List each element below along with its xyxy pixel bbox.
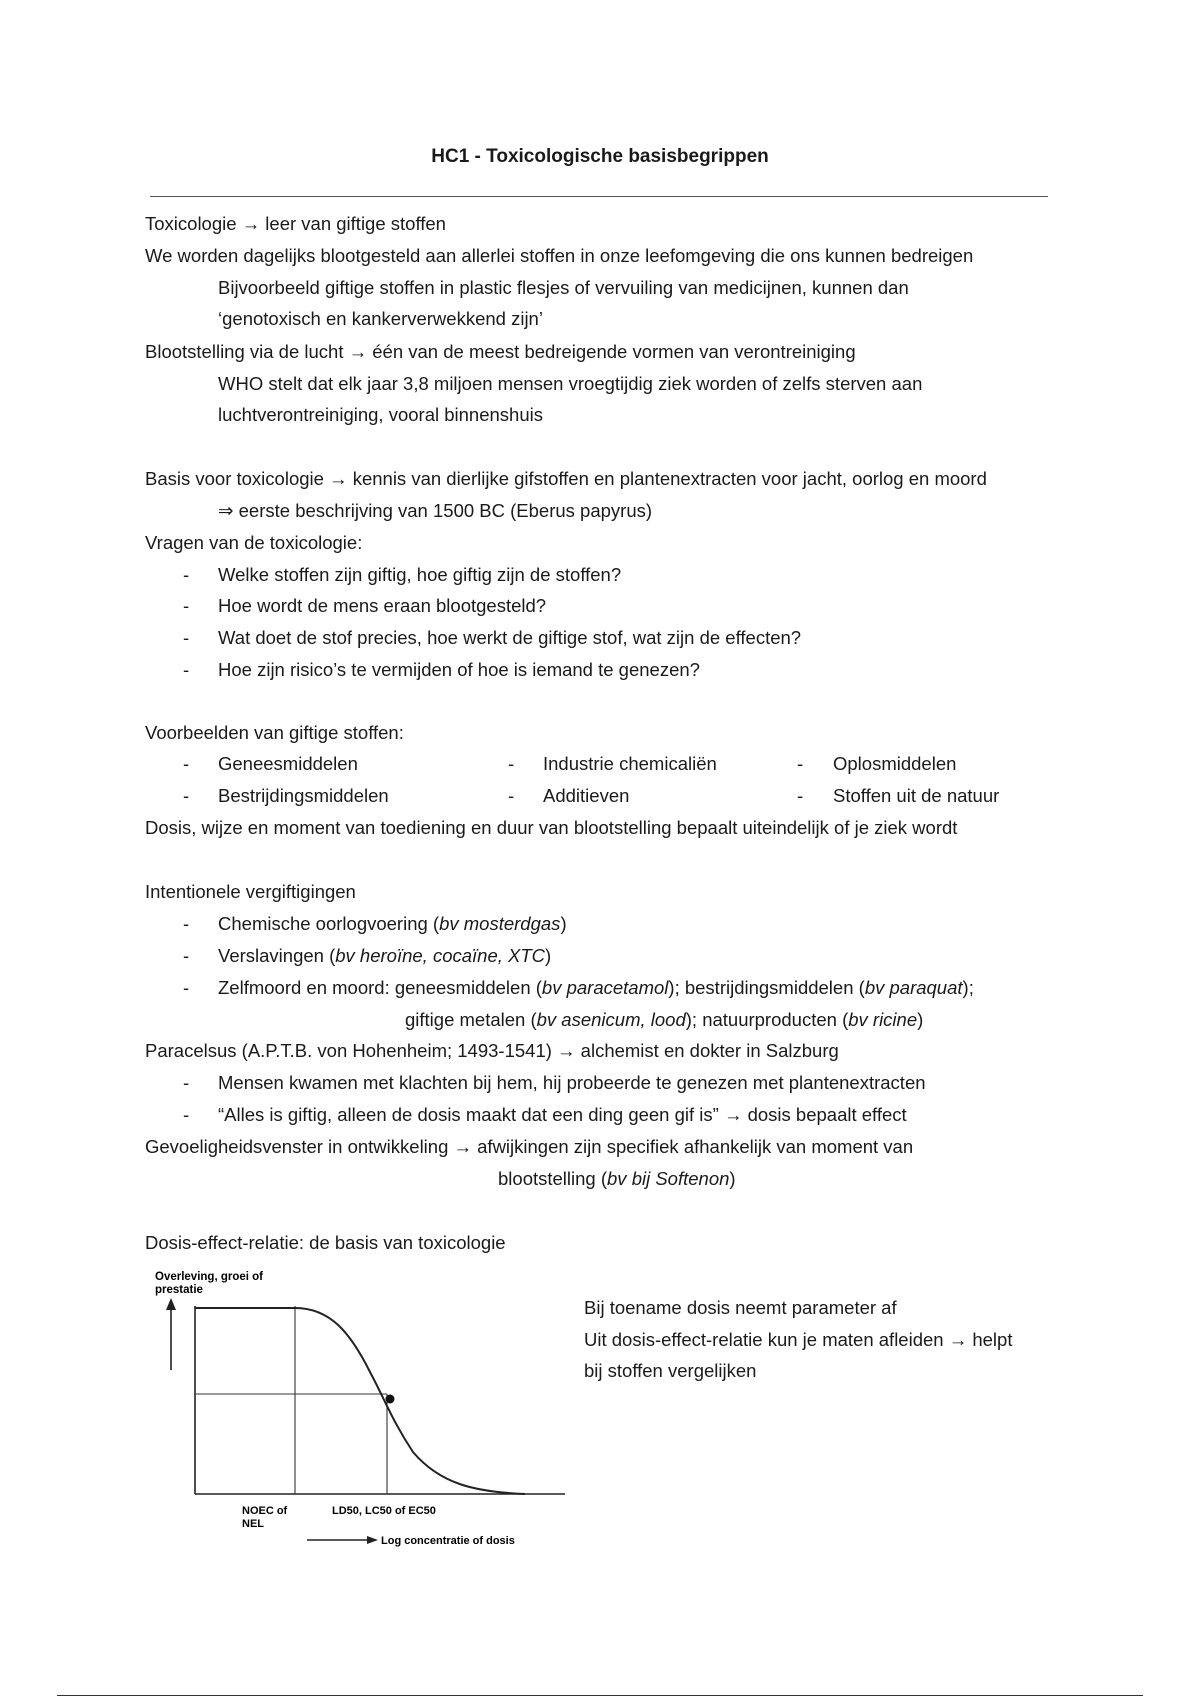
line-vragen: Vragen van de toxicologie: bbox=[145, 532, 363, 553]
line-toxicologie: Toxicologie → leer van giftige stoffen bbox=[145, 213, 446, 234]
line-intentionele: Intentionele vergiftigingen bbox=[145, 881, 356, 902]
bullet-dash: - bbox=[183, 945, 190, 966]
chart-y-arrowhead bbox=[166, 1298, 176, 1310]
bullet-dash: - bbox=[508, 753, 515, 774]
footer-divider bbox=[57, 1695, 1143, 1696]
poisoning-item: Verslavingen (bv heroïne, cocaïne, XTC) bbox=[218, 945, 552, 966]
line-lucht: Blootstelling via de lucht → één van de meest bedreigende vormen van verontreiniging bbox=[145, 341, 856, 362]
title-divider bbox=[150, 196, 1048, 197]
example-item: Stoffen uit de natuur bbox=[833, 785, 1000, 806]
poisoning-item-continued: giftige metalen (bv asenicum, lood); natuurproducten (bv ricine) bbox=[405, 1009, 924, 1030]
bullet-dash: - bbox=[183, 977, 190, 998]
chart-note-2: Uit dosis-effect-relatie kun je maten afleiden → helpt bbox=[584, 1329, 1013, 1350]
line-softenon: blootstelling (bv bij Softenon) bbox=[498, 1168, 736, 1189]
line-blootgesteld: We worden dagelijks blootgesteld aan allerlei stoffen in onze leefomgeving die ons kunnen bedreigen bbox=[145, 245, 974, 266]
bullet-dash: - bbox=[797, 753, 804, 774]
bullet-dash: - bbox=[183, 753, 190, 774]
bullet-dash: - bbox=[508, 785, 515, 806]
example-item: Additieven bbox=[543, 785, 630, 806]
page-title: HC1 - Toxicologische basisbegrippen bbox=[431, 146, 769, 167]
chart-note-3: bij stoffen vergelijken bbox=[584, 1360, 757, 1381]
poisoning-item: Chemische oorlogvoering (bv mosterdgas) bbox=[218, 913, 567, 934]
line-voorbeelden: Voorbeelden van giftige stoffen: bbox=[145, 722, 404, 743]
line-genotoxisch: ‘genotoxisch en kankerverwekkend zijn’ bbox=[218, 308, 543, 329]
line-dosis-effect: Dosis-effect-relatie: de basis van toxicologie bbox=[145, 1232, 506, 1253]
question-item: Hoe zijn risico’s te vermijden of hoe is iemand te genezen? bbox=[218, 659, 700, 680]
line-voorbeeld: Bijvoorbeeld giftige stoffen in plastic flesjes of vervuiling van medicijnen, kunnen dan bbox=[218, 277, 909, 298]
line-paracelsus: Paracelsus (A.P.T.B. von Hohenheim; 1493-1541) → alchemist en dokter in Salzburg bbox=[145, 1040, 839, 1061]
poisoning-item: Zelfmoord en moord: geneesmiddelen (bv paracetamol); bestrijdingsmiddelen (bv paraquat); bbox=[218, 977, 974, 998]
question-item: Welke stoffen zijn giftig, hoe giftig zijn de stoffen? bbox=[218, 564, 622, 585]
bullet-dash: - bbox=[183, 564, 190, 585]
chart-ld50-label: LD50, LC50 of EC50 bbox=[332, 1505, 436, 1517]
example-item: Bestrijdingsmiddelen bbox=[218, 785, 389, 806]
bullet-dash: - bbox=[797, 785, 804, 806]
bullet-dash: - bbox=[183, 659, 190, 680]
chart-noec-label-1: NOEC of bbox=[242, 1505, 288, 1517]
question-item: Hoe wordt de mens eraan blootgesteld? bbox=[218, 595, 547, 616]
bullet-dash: - bbox=[183, 595, 190, 616]
question-item: Wat doet de stof precies, hoe werkt de giftige stof, wat zijn de effecten? bbox=[218, 627, 802, 648]
bullet-dash: - bbox=[183, 1104, 190, 1125]
bullet-dash: - bbox=[183, 785, 190, 806]
chart-noec-label-2: NEL bbox=[242, 1518, 264, 1530]
paracelsus-item: Mensen kwamen met klachten bij hem, hij probeerde te genezen met plantenextracten bbox=[218, 1072, 926, 1093]
chart-curve bbox=[195, 1308, 525, 1494]
chart-ylabel-1: Overleving, groei of bbox=[155, 1271, 263, 1283]
line-who: WHO stelt dat elk jaar 3,8 miljoen mensen vroegtijdig ziek worden of zelfs sterven aan bbox=[218, 373, 923, 394]
example-item: Geneesmiddelen bbox=[218, 753, 358, 774]
line-papyrus: ⇒ eerste beschrijving van 1500 BC (Eberus papyrus) bbox=[218, 500, 653, 521]
example-item: Industrie chemicaliën bbox=[543, 753, 717, 774]
chart-marked-point bbox=[386, 1395, 395, 1404]
chart-ylabel-2: prestatie bbox=[155, 1284, 203, 1296]
chart-xlabel: Log concentratie of dosis bbox=[381, 1535, 515, 1547]
chart-x-arrowhead bbox=[367, 1536, 378, 1544]
line-luchtverontreiniging: luchtverontreiniging, vooral binnenshuis bbox=[218, 404, 543, 425]
example-item: Oplosmiddelen bbox=[833, 753, 957, 774]
paracelsus-item: “Alles is giftig, alleen de dosis maakt dat een ding geen gif is” → dosis bepaalt effect bbox=[218, 1104, 907, 1125]
dose-effect-chart bbox=[145, 1262, 575, 1552]
chart-note-1: Bij toename dosis neemt parameter af bbox=[584, 1297, 897, 1318]
line-dosis: Dosis, wijze en moment van toediening en duur van blootstelling bepaalt uiteindelijk of je ziek wordt bbox=[145, 817, 958, 838]
bullet-dash: - bbox=[183, 913, 190, 934]
bullet-dash: - bbox=[183, 627, 190, 648]
line-gevoeligheidsvenster: Gevoeligheidsvenster in ontwikkeling → afwijkingen zijn specifiek afhankelijk van moment van bbox=[145, 1136, 914, 1157]
bullet-dash: - bbox=[183, 1072, 190, 1093]
line-basis: Basis voor toxicologie → kennis van dierlijke gifstoffen en plantenextracten voor jacht, oorlog en moord bbox=[145, 468, 987, 489]
